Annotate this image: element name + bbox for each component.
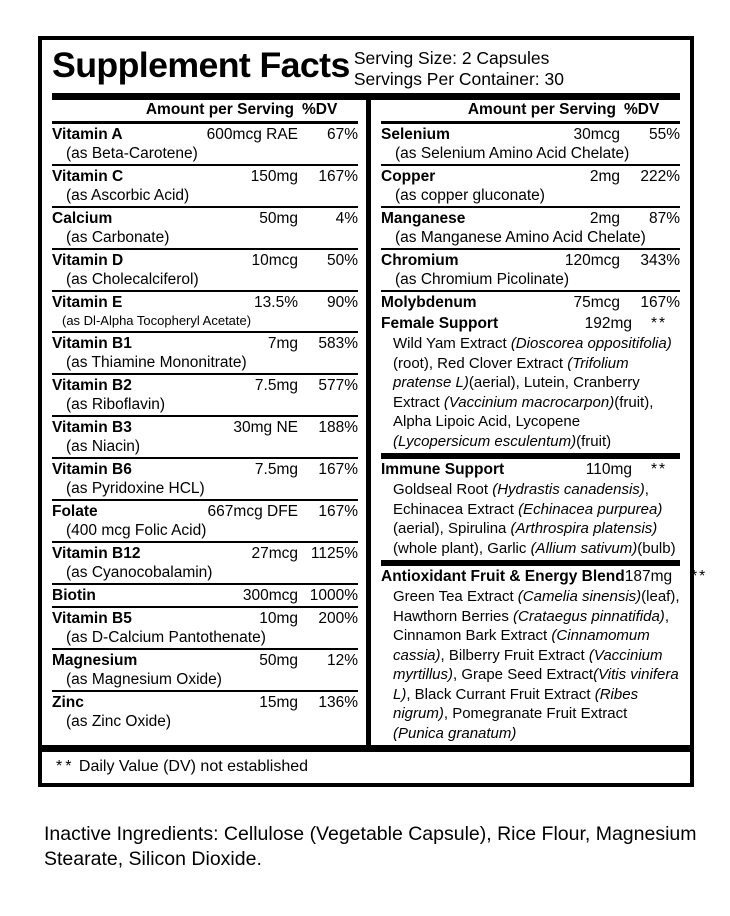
nutrient-main-line (52, 293, 358, 312)
nutrient-amount: 2mg (589, 210, 620, 227)
nutrient-source: (as Beta-Carotene) (66, 145, 198, 162)
left-dv-header: %DV (302, 101, 338, 118)
nutrient-amount: 13.5% (254, 294, 298, 311)
nutrient-main-line (52, 651, 358, 670)
inactive-ingredients: Inactive Ingredients: Cellulose (Vegetable Capsule), Rice Flour, Magnesium Stearate, Silicon Dioxide. (44, 823, 697, 870)
nutrient-name: Copper (381, 168, 436, 185)
nutrient-source: (as Niacin) (66, 438, 141, 455)
nutrient-name: Vitamin B12 (52, 545, 141, 562)
nutrient-source: (as Carbonate) (66, 229, 170, 246)
nutrient-row (381, 208, 680, 250)
serving-info (354, 48, 564, 90)
nutrient-main-line (52, 502, 358, 521)
nutrient-daily-value: 55% (648, 126, 680, 143)
right-mineral-list (381, 124, 680, 313)
blend-amount: 187mg (624, 568, 673, 585)
nutrient-row (381, 250, 680, 292)
nutrient-amount: 7.5mg (254, 377, 298, 394)
nutrient-source: (as Ascorbic Acid) (66, 187, 190, 204)
right-amount-header: Amount per Serving (467, 101, 616, 118)
nutrient-daily-value: 167% (318, 168, 358, 185)
nutrient-row (52, 501, 358, 543)
nutrient-row (52, 375, 358, 417)
nutrient-name: Vitamin C (52, 168, 124, 185)
nutrient-main-line (381, 167, 680, 186)
nutrient-row (52, 692, 358, 732)
blend-header (381, 314, 680, 334)
footnote-marker: ** (56, 758, 75, 775)
nutrient-row (52, 459, 358, 501)
nutrient-main-line (52, 334, 358, 353)
blend-name: Immune Support (381, 461, 505, 478)
nutrient-source: (as Cyanocobalamin) (66, 564, 213, 581)
nutrient-daily-value: 1125% (310, 545, 358, 562)
nutrient-daily-value: 87% (648, 210, 680, 227)
nutrient-main-line (381, 251, 680, 270)
nutrient-name: Vitamin B1 (52, 335, 132, 352)
page-title: Supplement Facts (52, 46, 350, 85)
nutrient-daily-value: 1000% (309, 587, 358, 604)
nutrient-row (381, 124, 680, 166)
nutrient-row (52, 124, 358, 166)
nutrient-amount: 7mg (267, 335, 298, 352)
nutrient-daily-value: 167% (318, 461, 358, 478)
nutrient-daily-value: 50% (326, 252, 358, 269)
nutrient-main-line (52, 418, 358, 437)
nutrient-main-line (52, 376, 358, 395)
blend-amount: 110mg (585, 461, 632, 478)
nutrition-columns (42, 100, 708, 745)
nutrient-row (52, 292, 358, 333)
blend-name: Female Support (381, 315, 499, 332)
nutrient-amount: 50mg (259, 652, 298, 669)
nutrient-main-line (52, 586, 358, 605)
nutrient-name: Vitamin B3 (52, 419, 132, 436)
nutrient-row (52, 543, 358, 585)
nutrient-row (52, 608, 358, 650)
blend-daily-value: ** (691, 568, 708, 585)
left-column-header (52, 100, 358, 121)
header-divider (52, 93, 680, 100)
nutrient-name: Vitamin D (52, 252, 124, 269)
nutrient-row (52, 250, 358, 292)
nutrient-amount: 30mcg (573, 126, 620, 143)
blend-amount: 192mg (584, 315, 632, 332)
nutrient-amount: 10mg (259, 610, 298, 627)
blend-ingredients: Goldseal Root (Hydrastis canadensis), Echinacea Extract (Echinacea purpurea) (aerial), Spirulina (Arthrospira platensis) (whole plant), Garlic (Allium sativum)(bulb) (393, 481, 676, 557)
nutrient-daily-value: 222% (640, 168, 680, 185)
nutrient-name: Vitamin E (52, 294, 123, 311)
nutrient-source: (as Thiamine Mononitrate) (66, 354, 247, 371)
footnote-divider (42, 745, 690, 752)
nutrient-source: (as Cholecalciferol) (66, 271, 199, 288)
nutrient-name: Vitamin B2 (52, 377, 132, 394)
nutrient-source: (as copper gluconate) (395, 187, 545, 204)
nutrient-amount: 50mg (259, 210, 298, 227)
footnote-text: Daily Value (DV) not established (78, 758, 309, 775)
nutrient-name: Molybdenum (381, 294, 477, 311)
blend-ingredients: Green Tea Extract (Camelia sinensis)(leaf), Hawthorn Berries (Crataegus pinnatifida), Cinnamon Bark Extract (Cinnamomum cassia), Bilberry Fruit Extract (Vaccinium myrtillus), Grape Seed Extract(Vitis vinifera L), Black Currant Fruit Extract (Ribes nigrum), Pomegranate Fruit Extract (Punica granatum) (393, 588, 680, 742)
proprietary-blend (381, 453, 680, 560)
nutrient-name: Vitamin B5 (52, 610, 132, 627)
nutrient-daily-value: 583% (318, 335, 358, 352)
nutrient-main-line (381, 125, 680, 144)
nutrient-source: (as Pyridoxine HCL) (66, 480, 205, 497)
nutrient-main-line (52, 209, 358, 228)
nutrient-source: (as Riboflavin) (66, 396, 166, 413)
blend-header (381, 567, 708, 587)
nutrient-daily-value: 90% (326, 294, 358, 311)
nutrient-amount: 7.5mg (254, 461, 298, 478)
serving-size: Serving Size: 2 Capsules (353, 48, 550, 68)
nutrient-daily-value: 12% (326, 652, 358, 669)
nutrient-source: (as Chromium Picolinate) (395, 271, 569, 288)
nutrient-daily-value: 343% (640, 252, 680, 269)
nutrient-amount: 300mcg (242, 587, 298, 604)
nutrient-amount: 150mg (250, 168, 298, 185)
nutrient-name: Chromium (381, 252, 459, 269)
nutrient-name: Vitamin B6 (52, 461, 132, 478)
nutrient-amount: 27mcg (251, 545, 298, 562)
nutrient-row (52, 333, 358, 375)
nutrient-amount: 120mcg (564, 252, 620, 269)
nutrient-main-line (52, 544, 358, 563)
nutrient-daily-value: 136% (318, 694, 358, 711)
proprietary-blend (381, 313, 680, 453)
proprietary-blend-list (381, 313, 708, 745)
nutrient-daily-value: 67% (326, 126, 358, 143)
nutrient-amount: 10mcg (251, 252, 298, 269)
nutrient-row (52, 417, 358, 459)
blend-header (381, 460, 680, 480)
nutrient-daily-value: 200% (318, 610, 358, 627)
nutrient-main-line (381, 209, 680, 228)
blend-name: Antioxidant Fruit & Energy Blend (381, 568, 625, 585)
nutrient-daily-value: 167% (318, 503, 358, 520)
proprietary-blend (381, 560, 708, 745)
nutrient-main-line (52, 125, 358, 144)
nutrient-row (52, 650, 358, 692)
left-amount-header: Amount per Serving (145, 101, 294, 118)
footnote-row (42, 752, 690, 783)
nutrient-daily-value: 188% (318, 419, 358, 436)
nutrient-amount: 15mg (259, 694, 298, 711)
left-nutrient-column (52, 100, 366, 745)
nutrient-source: (as Zinc Oxide) (66, 713, 172, 730)
nutrient-name: Vitamin A (52, 126, 123, 143)
nutrient-name: Calcium (52, 210, 113, 227)
right-dv-header: %DV (624, 101, 660, 118)
nutrient-daily-value: 4% (335, 210, 358, 227)
nutrient-amount: 667mcg DFE (207, 503, 298, 520)
nutrient-name: Folate (52, 503, 98, 520)
nutrient-amount: 2mg (589, 168, 620, 185)
nutrient-name: Manganese (381, 210, 466, 227)
nutrient-main-line (52, 460, 358, 479)
nutrient-source: (as Selenium Amino Acid Chelate) (395, 145, 630, 162)
nutrient-name: Biotin (52, 587, 96, 604)
nutrient-name: Zinc (52, 694, 84, 711)
nutrient-name: Selenium (381, 126, 450, 143)
nutrient-row (52, 166, 358, 208)
servings-per-container: Servings Per Container: 30 (353, 69, 564, 89)
nutrient-source: (as Dl-Alpha Tocopheryl Acetate) (62, 313, 252, 328)
left-nutrient-list (52, 124, 358, 732)
nutrient-row (381, 292, 680, 313)
blend-daily-value: ** (650, 315, 668, 332)
nutrient-source: (as D-Calcium Pantothenate) (66, 629, 266, 646)
nutrient-row (381, 166, 680, 208)
nutrient-main-line (52, 693, 358, 712)
nutrient-source: (as Magnesium Oxide) (66, 671, 222, 688)
right-nutrient-column (366, 100, 708, 745)
nutrient-amount: 600mcg RAE (206, 126, 298, 143)
right-column-header (381, 100, 680, 121)
nutrient-source: (400 mcg Folic Acid) (66, 522, 207, 539)
nutrient-daily-value: 577% (318, 377, 358, 394)
nutrient-main-line (52, 609, 358, 628)
label-header (42, 40, 690, 90)
nutrient-name: Magnesium (52, 652, 138, 669)
nutrient-main-line (52, 251, 358, 270)
nutrient-main-line (381, 293, 680, 312)
nutrient-amount: 75mcg (573, 294, 620, 311)
nutrient-source: (as Manganese Amino Acid Chelate) (395, 229, 646, 246)
nutrient-main-line (52, 167, 358, 186)
blend-ingredients: Wild Yam Extract (Dioscorea oppositifolia) (root), Red Clover Extract (Trifolium pratense L)(aerial), Lutein, Cranberry Extract (Vaccinium macrocarpon)(fruit), Alpha Lipoic Acid, Lycopene (Lycopersicum esculentum)(fruit) (393, 335, 672, 450)
blend-daily-value: ** (650, 461, 668, 478)
nutrient-row (52, 208, 358, 250)
nutrient-amount: 30mg NE (233, 419, 298, 436)
supplement-facts-panel (38, 36, 708, 787)
nutrient-row (52, 585, 358, 608)
nutrient-daily-value: 167% (640, 294, 680, 311)
